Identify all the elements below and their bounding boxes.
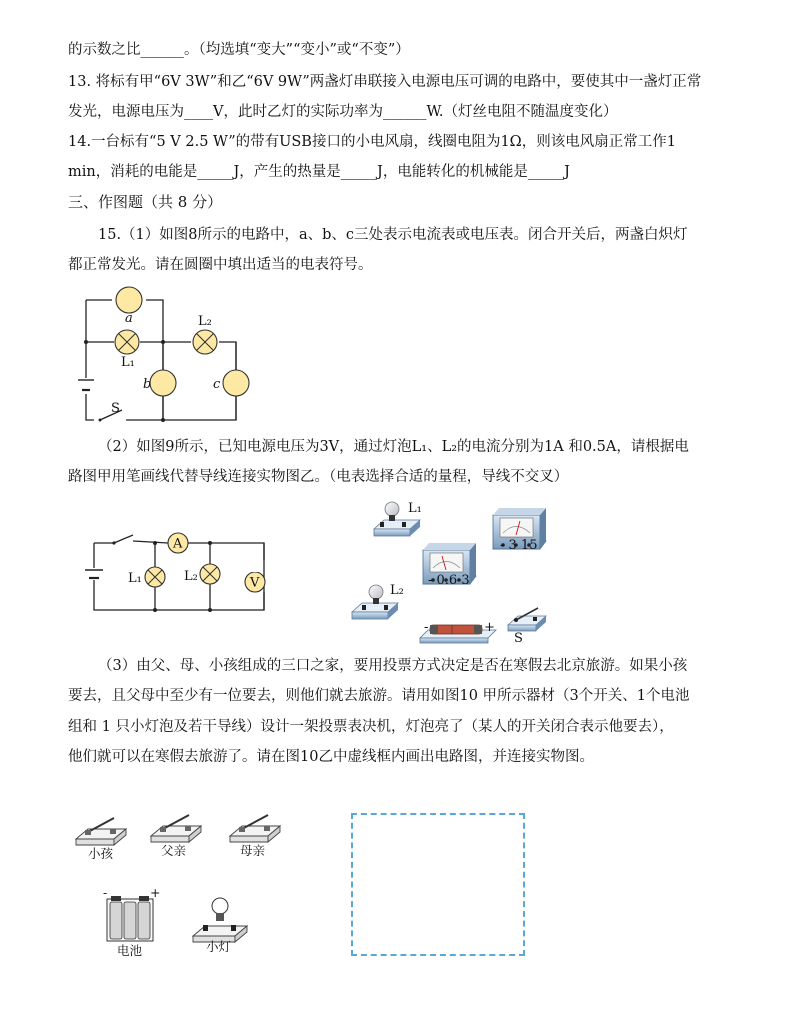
- battery-component: [103, 885, 160, 958]
- question-15-3-line-3: 组和 1 只小灯泡及若干导线）设计一架投票表决机，灯泡亮了（某人的开关闭合表示他要去），: [68, 719, 674, 735]
- label-l2: L₂: [184, 569, 198, 584]
- switch-child-component: [76, 818, 126, 861]
- switch-mother-component: [230, 815, 280, 858]
- question-14-line-2: min，消耗的电能是_____J，产生的热量是_____J，电能转化的机械能是_____J: [68, 164, 570, 180]
- label-l1: L₁: [128, 571, 142, 586]
- svg-text:小灯: 小灯: [206, 939, 232, 954]
- question-15-3-line-2: 要去，且父母中至少有一位要去，则他们就去旅游。请用如图10 甲所示器材（3个开关、1个电池: [68, 688, 690, 704]
- svg-text:A: A: [173, 536, 183, 552]
- section-heading: 三、作图题（共 8 分）: [68, 193, 223, 211]
- question-15-3-line-4: 他们就可以在寒假去旅游了。请在图10乙中虚线框内画出电路图，并连接实物图。: [68, 749, 594, 765]
- svg-text:L₁: L₁: [408, 501, 422, 516]
- svg-text:S: S: [514, 631, 523, 646]
- text-line-1: 的示数之比______。（均选填“变大”“变小”或“不变”）: [68, 42, 410, 58]
- label-l1: L₁: [121, 355, 135, 370]
- svg-text:+: +: [150, 885, 161, 900]
- label-c: c: [213, 377, 221, 392]
- answer-dashed-box[interactable]: [351, 813, 525, 956]
- question-13-line-1: 13. 将标有甲“6V 3W”和乙“6V 9W”两盏灯串联接入电源电压可调的电路中，要使其中一盏灯正常: [68, 74, 702, 90]
- svg-text:电池: 电池: [117, 943, 143, 958]
- bulb-component: [193, 898, 247, 954]
- label-s: S: [111, 401, 120, 416]
- question-14-line-1: 14.一台标有“5 V 2.5 W”的带有USB接口的小电风扇，线圈电阻为1Ω，则该电风扇正常工作1: [68, 134, 676, 150]
- svg-text:小孩: 小孩: [88, 846, 114, 861]
- question-15-1-line-1: 15.（1）如图8所示的电路中，a、b、c三处表示电流表或电压表。闭合开关后，两盏白炽灯: [98, 227, 688, 243]
- question-13-line-2: 发光，电源电压为____V，此时乙灯的实际功率为______W.（灯丝电阻不随温度变化）: [68, 104, 618, 120]
- svg-text:+: +: [484, 620, 495, 635]
- label-l2: L₂: [198, 314, 212, 329]
- svg-text:母亲: 母亲: [240, 843, 266, 858]
- label-b: b: [143, 377, 152, 392]
- svg-text:L₂: L₂: [390, 583, 404, 598]
- question-15-1-line-2: 都正常发光。请在圆圈中填出适当的电表符号。: [68, 257, 373, 273]
- question-15-2-line-1: （2）如图9所示，已知电源电压为3V，通过灯泡L₁、L₂的电流分别为1A 和0.5A，请根据电: [98, 439, 689, 455]
- question-15-2-line-2: 路图甲用笔画线代替导线连接实物图乙。（电表选择合适的量程，导线不交叉）: [68, 469, 569, 485]
- svg-text:-: -: [424, 620, 429, 635]
- svg-text:-: -: [103, 885, 108, 900]
- svg-text:父亲: 父亲: [161, 843, 187, 858]
- label-a: a: [125, 311, 133, 326]
- svg-text:V: V: [250, 575, 260, 591]
- question-15-3-line-1: （3）由父、母、小孩组成的三口之家，要用投票方式决定是否在寒假去北京旅游。如果小孩: [98, 658, 688, 674]
- svg-text:- 0.6 3: - 0.6 3: [428, 573, 470, 588]
- switch-father-component: [151, 815, 201, 858]
- svg-text:- 3 15: - 3 15: [500, 538, 538, 553]
